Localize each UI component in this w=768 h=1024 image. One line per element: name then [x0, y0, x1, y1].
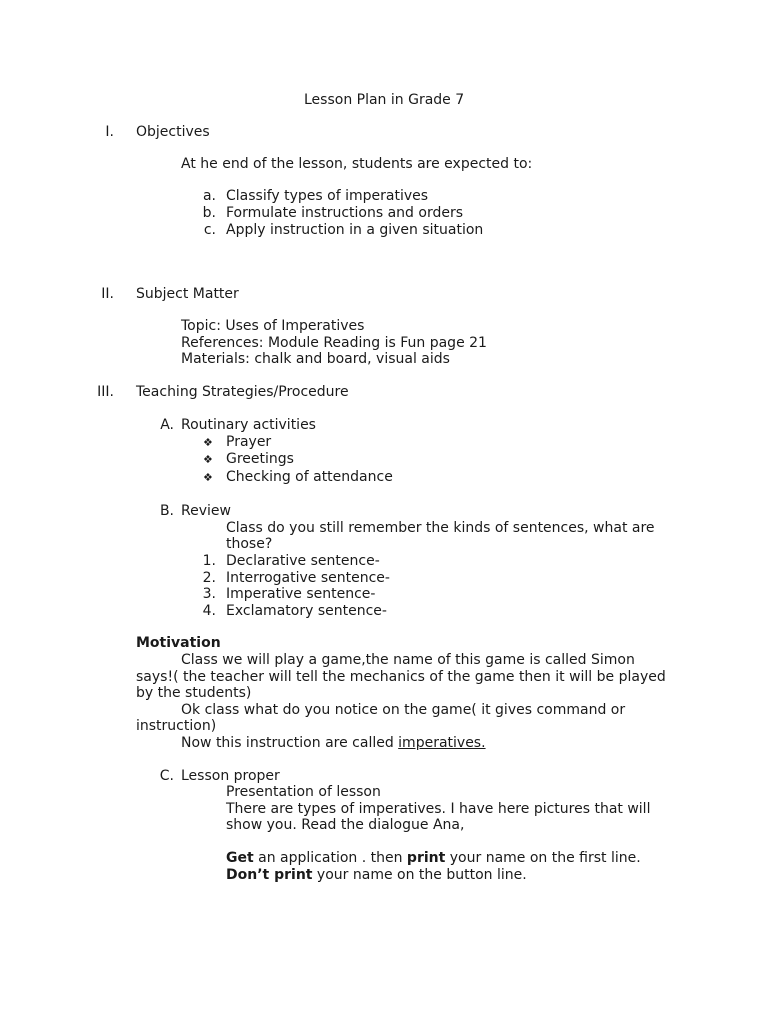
imperatives-term: imperatives. [398, 735, 486, 751]
topic-line: Topic: Uses of Imperatives [181, 318, 365, 334]
bullet-text: Prayer [226, 434, 272, 450]
review-item: Imperative sentence- [226, 586, 376, 602]
dialogue-bold: print [406, 850, 446, 866]
objective-marker: b. [202, 205, 216, 221]
dialogue-line-1 [226, 850, 641, 867]
review-item-marker: 4. [202, 603, 216, 619]
dialogue-bold: Get [226, 850, 254, 866]
subsection-marker-b: B. [159, 503, 174, 519]
dialogue-text: your name on the first line. [445, 850, 641, 866]
subsection-marker-c: C. [159, 768, 174, 784]
references-line: References: Module Reading is Fun page 21 [181, 335, 487, 351]
motivation-heading: Motivation [136, 635, 221, 651]
review-item-marker: 2. [202, 570, 216, 586]
section-numeral-1: I. [105, 124, 114, 140]
objectives-intro: At he end of the lesson, students are expected to: [181, 156, 533, 172]
dialogue-text: your name on the button line. [312, 867, 527, 883]
lesson-proper-label: Lesson proper [181, 768, 280, 784]
diamond-bullet-icon: ❖ [203, 471, 213, 484]
review-question: Class do you still remember the kinds of sentences, what are [226, 520, 655, 536]
routine-label: Routinary activities [181, 417, 316, 433]
materials-line: Materials: chalk and board, visual aids [181, 351, 450, 367]
dialogue-bold: Don’t print [226, 867, 313, 883]
diamond-bullet-icon: ❖ [203, 436, 213, 449]
lesson-text: There are types of imperatives. I have here pictures that will [226, 801, 651, 817]
bullet-item [203, 451, 217, 468]
lesson-text: show you. Read the dialogue Ana, [226, 817, 465, 833]
review-question-cont: those? [226, 536, 273, 552]
bullet-text: Checking of attendance [226, 469, 393, 485]
objective-marker: a. [202, 188, 216, 204]
motivation-text-prefix: Now this instruction are called [181, 735, 399, 751]
motivation-text: says!( the teacher will tell the mechanics of the game then it will be played [136, 669, 666, 685]
subsection-marker-a: A. [160, 417, 174, 433]
motivation-text: Class we will play a game,the name of this game is called Simon [181, 652, 635, 668]
procedure-heading: Teaching Strategies/Procedure [136, 384, 349, 400]
diamond-bullet-icon: ❖ [203, 453, 213, 466]
dialogue-line-2 [226, 867, 527, 884]
motivation-text: by the students) [136, 685, 252, 701]
review-item: Interrogative sentence- [226, 570, 390, 586]
review-item: Exclamatory sentence- [226, 603, 387, 619]
bullet-item [203, 434, 217, 451]
dialogue-text: an application . then [253, 850, 407, 866]
bullet-text: Greetings [226, 451, 294, 467]
review-item: Declarative sentence- [226, 553, 380, 569]
section-numeral-2: II. [101, 286, 114, 302]
motivation-text [181, 735, 486, 752]
review-item-marker: 1. [202, 553, 216, 569]
motivation-text: Ok class what do you notice on the game( it gives command or [181, 702, 626, 718]
objective-marker: c. [203, 222, 216, 238]
presentation-label: Presentation of lesson [226, 784, 381, 800]
objective-item: Apply instruction in a given situation [226, 222, 484, 238]
page-title: Lesson Plan in Grade 7 [304, 92, 465, 108]
section-numeral-3: III. [97, 384, 114, 400]
objective-item: Classify types of imperatives [226, 188, 429, 204]
review-label: Review [181, 503, 231, 519]
subject-matter-heading: Subject Matter [136, 286, 239, 302]
objectives-heading: Objectives [136, 124, 210, 140]
motivation-text: instruction) [136, 718, 217, 734]
review-item-marker: 3. [202, 586, 216, 602]
objective-item: Formulate instructions and orders [226, 205, 464, 221]
bullet-item [203, 469, 217, 486]
